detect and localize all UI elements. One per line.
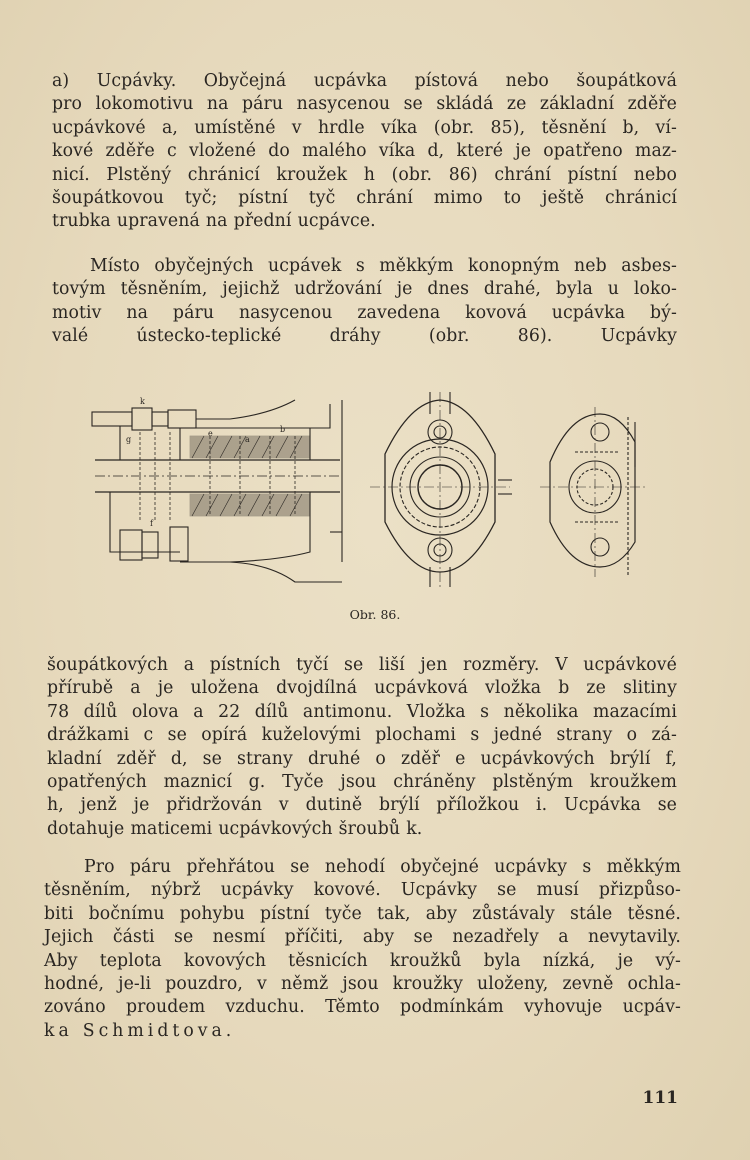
text-line: tovým těsněním, jejichž udržování je dnes drahé, byla u loko- — [52, 279, 677, 300]
text-line: pro lokomotivu na páru nasycenou se skládá ze základní zděře — [52, 94, 677, 115]
paragraph-3 — [47, 654, 677, 841]
text-line: valé ústecko-teplické dráhy (obr. 86). Ucpávky — [52, 326, 677, 347]
svg-text:a: a — [245, 435, 250, 444]
svg-text:b: b — [280, 425, 286, 434]
figure-caption: Obr. 86. — [349, 607, 401, 622]
text-line: motiv na páru nasycenou zavedena kovová ucpávka bý- — [52, 302, 677, 323]
text-line: těsněním, nýbrž ucpávky kovové. Ucpávky se musí přizpůso- — [44, 880, 681, 901]
text-line: Jejich části se nesmí příčiti, aby se nezadřely a nevytavily. — [44, 927, 681, 948]
text-line: ka Schmidtova. — [44, 1020, 236, 1041]
text-line: opatřených maznicí g. Tyče jsou chráněny plstěným kroužkem — [47, 772, 677, 793]
svg-text:f: f — [150, 519, 153, 528]
text-line: a) Ucpávky. Obyčejná ucpávka pístová nebo šoupátková — [52, 71, 677, 91]
text-line: kové zděře c vložené do malého víka d, které je opatřeno maz- — [52, 141, 677, 162]
svg-text:e: e — [208, 429, 213, 438]
ucpavka-technical-drawing — [80, 392, 660, 592]
text-line: ucpávkové a, umístěné v hrdle víka (obr. 85), těsnění b, ví- — [52, 117, 677, 138]
text-line: zováno proudem vzduchu. Těmto podmínkám vyhovuje ucpáv- — [44, 997, 681, 1018]
side-view — [540, 407, 645, 577]
paragraph-2 — [52, 255, 677, 349]
text-line: Pro páru přehřátou se nehodí obyčejné ucpávky s měkkým — [84, 857, 681, 877]
text-line: nicí. Plstěný chránicí kroužek h (obr. 86) chrání pístní nebo — [52, 164, 677, 185]
text-line: 78 dílů olova a 22 dílů antimonu. Vložka s několika mazacími — [47, 701, 677, 722]
page-number: 111 — [642, 1088, 678, 1108]
text-line: biti bočnímu pohybu pístní tyče tak, aby zůstávaly stále těsné. — [44, 903, 681, 924]
text-line: šoupátkovou tyč; pístní tyč chrání mimo to ještě chránicí — [52, 188, 677, 209]
text-line: šoupátkových a pístních tyčí se liší jen rozměry. V ucpávkové — [47, 655, 677, 675]
section-view — [92, 397, 342, 582]
paragraph-1 — [52, 70, 677, 234]
text-line: h, jenž je přidržován v dutině brýlí příložkou i. Ucpávka se — [47, 795, 677, 816]
text-line: Místo obyčejných ucpávek s měkkým konopným neb asbes- — [90, 256, 677, 276]
svg-text:g: g — [126, 435, 132, 444]
svg-text:k: k — [140, 397, 145, 406]
text-line: drážkami c se opírá kuželovými plochami s jedné strany o zá- — [47, 725, 677, 746]
text-line: přírubě a je uložena dvojdílná ucpávková vložka b ze slitiny — [47, 678, 677, 699]
text-line: trubka upravená na přední ucpávce. — [52, 211, 376, 232]
front-view — [370, 392, 512, 587]
text-line: hodné, je-li pouzdro, v němž jsou kroužky uloženy, zevně ochla- — [44, 974, 681, 995]
text-line: Aby teplota kovových těsnicích kroužků byla nízká, je vý- — [44, 950, 681, 971]
text-line: dotahuje maticemi ucpávkových šroubů k. — [47, 818, 423, 839]
text-line: kladní zděř d, se strany druhé o zděř e ucpávkových brýlí f, — [47, 748, 677, 769]
paragraph-4 — [44, 856, 681, 1043]
